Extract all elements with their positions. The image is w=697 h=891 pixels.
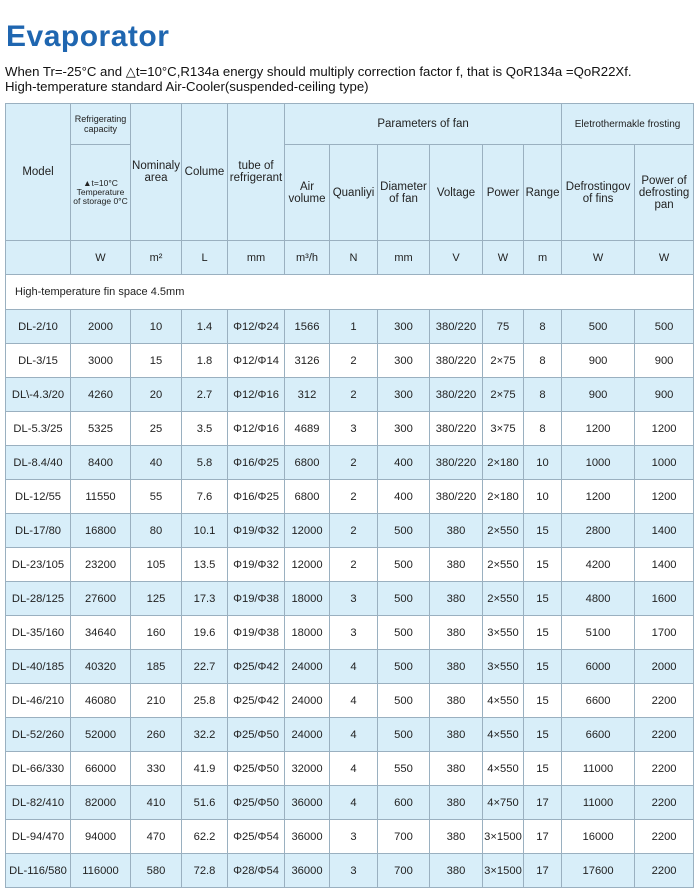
table-cell: 2200 (635, 718, 694, 752)
table-cell: Φ25/Φ42 (228, 650, 285, 684)
model-cell: DL-3/15 (6, 344, 71, 378)
table-cell: 25 (131, 412, 182, 446)
table-cell: 1700 (635, 616, 694, 650)
table-cell: 2200 (635, 820, 694, 854)
table-cell: Φ28/Φ54 (228, 854, 285, 888)
table-cell: 18000 (285, 616, 330, 650)
unit-cell: V (430, 241, 483, 275)
table-cell: 15 (131, 344, 182, 378)
table-cell: 2200 (635, 854, 694, 888)
model-cell: DL-52/260 (6, 718, 71, 752)
model-cell: DL-12/55 (6, 480, 71, 514)
table-cell: 19.6 (182, 616, 228, 650)
table-cell: 6600 (562, 718, 635, 752)
table-row (6, 582, 694, 616)
model-cell: DL-40/185 (6, 650, 71, 684)
header-fan-parameters: Parameters of fan (285, 104, 562, 145)
table-cell: 500 (378, 514, 430, 548)
table-cell: 66000 (71, 752, 131, 786)
header-defrost-pan: Power of defrosting pan (635, 145, 694, 241)
table-row (6, 412, 694, 446)
unit-cell: mm (378, 241, 430, 275)
section-row (6, 275, 694, 310)
unit-cell: mm (228, 241, 285, 275)
table-cell: 380/220 (430, 310, 483, 344)
table-cell: 40 (131, 446, 182, 480)
table-cell: 2×75 (483, 344, 524, 378)
table-cell: 380/220 (430, 446, 483, 480)
model-cell: DL-2/10 (6, 310, 71, 344)
model-cell: DL-116/580 (6, 854, 71, 888)
table-cell: 380 (430, 820, 483, 854)
table-cell: 1400 (635, 548, 694, 582)
table-cell: 15 (524, 752, 562, 786)
table-cell: 2000 (71, 310, 131, 344)
table-row (6, 446, 694, 480)
table-row (6, 650, 694, 684)
table-cell: Φ12/Φ14 (228, 344, 285, 378)
header-capacity-condition: ▲t=10°C Temperature of storage 0°C (71, 145, 131, 241)
header-defrost-fins: Defrostingov of fins (562, 145, 635, 241)
table-cell: 15 (524, 650, 562, 684)
table-cell: 125 (131, 582, 182, 616)
table-cell: 3 (330, 820, 378, 854)
table-cell: 8 (524, 344, 562, 378)
table-cell: Φ16/Φ25 (228, 446, 285, 480)
table-cell: 500 (378, 684, 430, 718)
table-cell: 6600 (562, 684, 635, 718)
table-cell: 470 (131, 820, 182, 854)
table-cell: 8 (524, 310, 562, 344)
table-cell: Φ25/Φ50 (228, 718, 285, 752)
units-row (6, 241, 694, 275)
table-cell: 380 (430, 650, 483, 684)
table-cell: 34640 (71, 616, 131, 650)
table-row (6, 378, 694, 412)
table-cell: 300 (378, 344, 430, 378)
header-tube: tube of refrigerant (228, 104, 285, 241)
table-cell: 6800 (285, 480, 330, 514)
table-cell: 1200 (562, 412, 635, 446)
table-cell: 12000 (285, 514, 330, 548)
table-cell: Φ25/Φ50 (228, 786, 285, 820)
header-quantity: Quanliyi (330, 145, 378, 241)
table-cell: 15 (524, 718, 562, 752)
table-cell: 2200 (635, 684, 694, 718)
table-cell: 4×750 (483, 786, 524, 820)
table-cell: 3 (330, 616, 378, 650)
table-cell: 24000 (285, 684, 330, 718)
table-row (6, 514, 694, 548)
table-cell: 2×550 (483, 548, 524, 582)
table-cell: 17 (524, 854, 562, 888)
table-cell: 3 (330, 582, 378, 616)
table-cell: 8 (524, 378, 562, 412)
table-cell: 7.6 (182, 480, 228, 514)
table-cell: 2×550 (483, 582, 524, 616)
table-cell: Φ12/Φ16 (228, 378, 285, 412)
table-cell: Φ12/Φ16 (228, 412, 285, 446)
header-voltage: Voltage (430, 145, 483, 241)
table-cell: 3×75 (483, 412, 524, 446)
table-cell: 380 (430, 684, 483, 718)
table-cell: 15 (524, 514, 562, 548)
table-cell: 2 (330, 480, 378, 514)
table-cell: 4 (330, 752, 378, 786)
table-cell: 2×180 (483, 446, 524, 480)
table-row (6, 684, 694, 718)
table-cell: 27600 (71, 582, 131, 616)
table-cell: 1566 (285, 310, 330, 344)
table-cell: 500 (378, 718, 430, 752)
model-cell: DL-35/160 (6, 616, 71, 650)
table-cell: 380 (430, 582, 483, 616)
table-row (6, 480, 694, 514)
table-cell: 72.8 (182, 854, 228, 888)
table-cell: 15 (524, 548, 562, 582)
unit-cell: m (524, 241, 562, 275)
table-cell: 410 (131, 786, 182, 820)
unit-cell: N (330, 241, 378, 275)
table-cell: 24000 (285, 718, 330, 752)
table-cell: 2200 (635, 752, 694, 786)
header-defrosting: Eletrothermakle frosting (562, 104, 694, 145)
model-cell: DL-94/470 (6, 820, 71, 854)
table-cell: 105 (131, 548, 182, 582)
table-cell: 4 (330, 786, 378, 820)
table-cell: 210 (131, 684, 182, 718)
table-cell: 700 (378, 854, 430, 888)
header-air-volume: Air volume (285, 145, 330, 241)
table-cell: 15 (524, 684, 562, 718)
table-cell: 1400 (635, 514, 694, 548)
table-cell: 900 (635, 378, 694, 412)
table-cell: 600 (378, 786, 430, 820)
table-cell: 4 (330, 684, 378, 718)
table-cell: 380 (430, 786, 483, 820)
table-cell: 3×1500 (483, 854, 524, 888)
unit-cell: L (182, 241, 228, 275)
table-cell: 4800 (562, 582, 635, 616)
table-cell: 11000 (562, 786, 635, 820)
header-range: Range (524, 145, 562, 241)
unit-cell: W (635, 241, 694, 275)
table-cell: 500 (378, 650, 430, 684)
table-cell: 16800 (71, 514, 131, 548)
model-cell: DL-17/80 (6, 514, 71, 548)
table-cell: 75 (483, 310, 524, 344)
unit-cell: W (483, 241, 524, 275)
table-row (6, 616, 694, 650)
table-row (6, 718, 694, 752)
table-cell: Φ25/Φ42 (228, 684, 285, 718)
table-cell: 2×180 (483, 480, 524, 514)
table-cell: 380/220 (430, 344, 483, 378)
table-cell: Φ16/Φ25 (228, 480, 285, 514)
table-cell: 2×550 (483, 514, 524, 548)
table-cell: 580 (131, 854, 182, 888)
table-subtitle: High-temperature standard Air-Cooler(suspended-ceiling type) (5, 79, 369, 94)
unit-cell (6, 241, 71, 275)
table-cell: 55 (131, 480, 182, 514)
table-cell: 4 (330, 718, 378, 752)
unit-cell: W (71, 241, 131, 275)
table-cell: 380 (430, 854, 483, 888)
table-cell: 3×1500 (483, 820, 524, 854)
table-cell: 500 (378, 548, 430, 582)
table-cell: 500 (635, 310, 694, 344)
table-cell: 380/220 (430, 480, 483, 514)
header-colume: Colume (182, 104, 228, 241)
table-cell: 1000 (562, 446, 635, 480)
table-cell: 4×550 (483, 752, 524, 786)
table-cell: Φ19/Φ32 (228, 548, 285, 582)
table-cell: 2200 (635, 786, 694, 820)
table-cell: 11550 (71, 480, 131, 514)
table-cell: 400 (378, 480, 430, 514)
table-cell: 3000 (71, 344, 131, 378)
table-cell: 380 (430, 718, 483, 752)
table-cell: Φ19/Φ38 (228, 582, 285, 616)
table-row (6, 786, 694, 820)
model-cell: DL-46/210 (6, 684, 71, 718)
table-cell: 51.6 (182, 786, 228, 820)
evaporator-spec-table (5, 103, 694, 888)
table-cell: 3×550 (483, 616, 524, 650)
header-model: Model (6, 104, 71, 241)
table-cell: 36000 (285, 820, 330, 854)
table-cell: 2000 (635, 650, 694, 684)
table-cell: 300 (378, 412, 430, 446)
table-cell: 2 (330, 446, 378, 480)
table-cell: 330 (131, 752, 182, 786)
table-cell: 6800 (285, 446, 330, 480)
table-cell: 2 (330, 548, 378, 582)
table-cell: 700 (378, 820, 430, 854)
table-cell: 380 (430, 548, 483, 582)
header-power: Power (483, 145, 524, 241)
table-cell: 4×550 (483, 684, 524, 718)
table-cell: 1 (330, 310, 378, 344)
table-cell: 15 (524, 616, 562, 650)
table-cell: 80 (131, 514, 182, 548)
table-cell: 380 (430, 752, 483, 786)
table-cell: 11000 (562, 752, 635, 786)
table-cell: 380 (430, 514, 483, 548)
table-cell: 36000 (285, 786, 330, 820)
table-row (6, 854, 694, 888)
table-cell: 3.5 (182, 412, 228, 446)
table-cell: 5.8 (182, 446, 228, 480)
table-cell: 4689 (285, 412, 330, 446)
table-cell: 2 (330, 344, 378, 378)
table-cell: 1200 (562, 480, 635, 514)
table-cell: 13.5 (182, 548, 228, 582)
table-cell: 52000 (71, 718, 131, 752)
table-cell: 3126 (285, 344, 330, 378)
table-cell: 1200 (635, 480, 694, 514)
table-cell: 18000 (285, 582, 330, 616)
unit-cell: W (562, 241, 635, 275)
page-title: Evaporator (6, 20, 170, 53)
table-cell: 32000 (285, 752, 330, 786)
table-cell: 260 (131, 718, 182, 752)
table-cell: 1.8 (182, 344, 228, 378)
model-cell: DL-23/105 (6, 548, 71, 582)
table-cell: Φ25/Φ50 (228, 752, 285, 786)
table-cell: 5100 (562, 616, 635, 650)
table-cell: 1000 (635, 446, 694, 480)
table-cell: 6000 (562, 650, 635, 684)
model-cell: DL-66/330 (6, 752, 71, 786)
model-cell: DL-8.4/40 (6, 446, 71, 480)
model-cell: DL\-4.3/20 (6, 378, 71, 412)
table-cell: 46080 (71, 684, 131, 718)
header-refrigerating-capacity: Refrigerating capacity (71, 104, 131, 145)
table-cell: 8400 (71, 446, 131, 480)
table-cell: 32.2 (182, 718, 228, 752)
table-cell: 10 (131, 310, 182, 344)
table-cell: 20 (131, 378, 182, 412)
table-cell: 4 (330, 650, 378, 684)
table-cell: 17.3 (182, 582, 228, 616)
table-cell: 3×550 (483, 650, 524, 684)
table-cell: 40320 (71, 650, 131, 684)
table-cell: 500 (562, 310, 635, 344)
table-cell: 12000 (285, 548, 330, 582)
unit-cell: m² (131, 241, 182, 275)
table-cell: 312 (285, 378, 330, 412)
table-cell: 900 (562, 378, 635, 412)
table-cell: 23200 (71, 548, 131, 582)
table-cell: 10 (524, 446, 562, 480)
table-row (6, 820, 694, 854)
table-cell: 380 (430, 616, 483, 650)
table-cell: 36000 (285, 854, 330, 888)
table-row (6, 548, 694, 582)
table-cell: 550 (378, 752, 430, 786)
table-row (6, 752, 694, 786)
table-cell: 500 (378, 582, 430, 616)
unit-cell: m³/h (285, 241, 330, 275)
table-cell: 160 (131, 616, 182, 650)
table-cell: 2 (330, 378, 378, 412)
table-cell: 8 (524, 412, 562, 446)
table-cell: 900 (562, 344, 635, 378)
table-cell: 400 (378, 446, 430, 480)
table-cell: 22.7 (182, 650, 228, 684)
table-cell: Φ19/Φ32 (228, 514, 285, 548)
model-cell: DL-5.3/25 (6, 412, 71, 446)
table-cell: 2 (330, 514, 378, 548)
table-cell: 1200 (635, 412, 694, 446)
table-cell: 900 (635, 344, 694, 378)
header-nominal-area: Nominaly area (131, 104, 182, 241)
table-cell: 10 (524, 480, 562, 514)
table-cell: 185 (131, 650, 182, 684)
table-cell: 4260 (71, 378, 131, 412)
table-cell: 25.8 (182, 684, 228, 718)
table-cell: 3 (330, 854, 378, 888)
table-cell: 10.1 (182, 514, 228, 548)
table-cell: 5325 (71, 412, 131, 446)
table-cell: 1.4 (182, 310, 228, 344)
table-cell: 1600 (635, 582, 694, 616)
section-label: High-temperature fin space 4.5mm (6, 275, 694, 310)
table-cell: Φ12/Φ24 (228, 310, 285, 344)
table-cell: 300 (378, 310, 430, 344)
table-cell: 300 (378, 378, 430, 412)
table-cell: 4200 (562, 548, 635, 582)
table-cell: 116000 (71, 854, 131, 888)
table-row (6, 310, 694, 344)
table-cell: Φ19/Φ38 (228, 616, 285, 650)
correction-note: When Tr=-25°C and △t=10°C,R134a energy should multiply correction factor f, that is QoR134a =QoR22Xf. (5, 64, 632, 79)
table-cell: 4×550 (483, 718, 524, 752)
table-cell: 82000 (71, 786, 131, 820)
table-cell: 15 (524, 582, 562, 616)
table-cell: 24000 (285, 650, 330, 684)
table-cell: 3 (330, 412, 378, 446)
table-cell: 94000 (71, 820, 131, 854)
model-cell: DL-28/125 (6, 582, 71, 616)
table-cell: 2800 (562, 514, 635, 548)
table-cell: 17600 (562, 854, 635, 888)
table-cell: Φ25/Φ54 (228, 820, 285, 854)
header-diameter: Diameter of fan (378, 145, 430, 241)
table-cell: 500 (378, 616, 430, 650)
table-cell: 17 (524, 786, 562, 820)
table-cell: 41.9 (182, 752, 228, 786)
table-row (6, 344, 694, 378)
table-cell: 2×75 (483, 378, 524, 412)
table-cell: 2.7 (182, 378, 228, 412)
table-cell: 380/220 (430, 412, 483, 446)
table-cell: 17 (524, 820, 562, 854)
table-cell: 16000 (562, 820, 635, 854)
model-cell: DL-82/410 (6, 786, 71, 820)
table-cell: 62.2 (182, 820, 228, 854)
table-cell: 380/220 (430, 378, 483, 412)
